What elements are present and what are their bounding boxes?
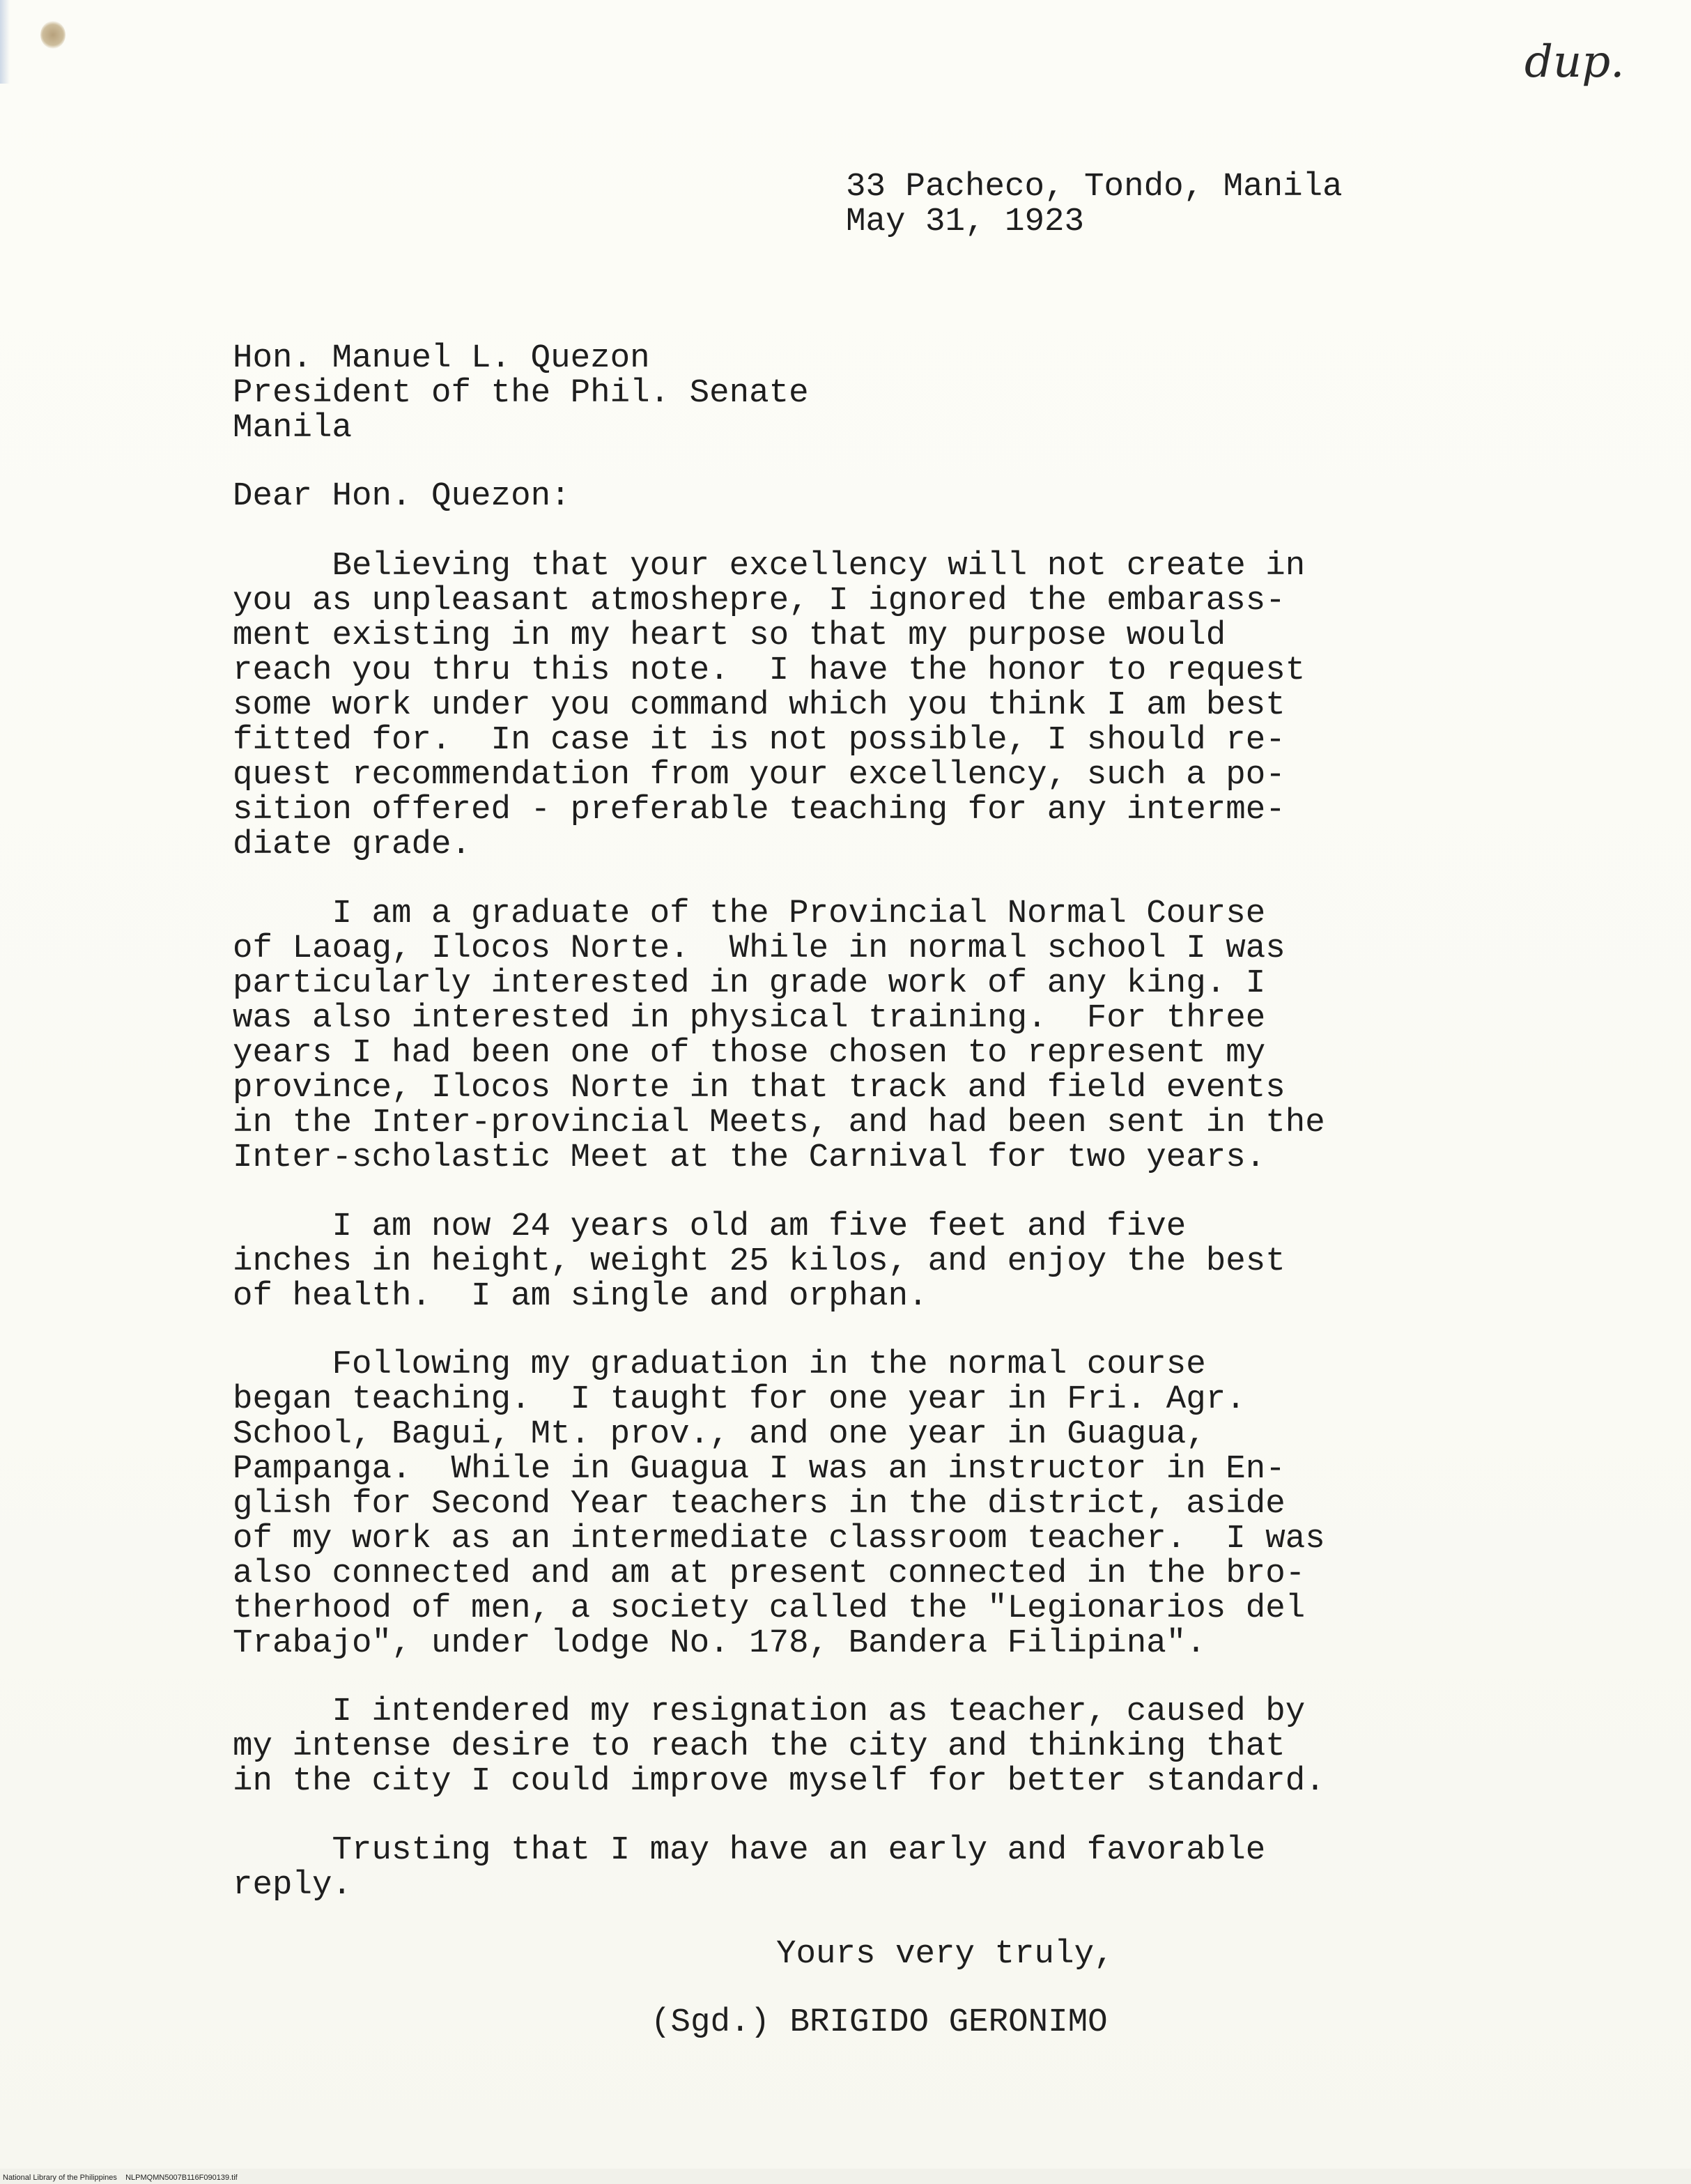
paper-stain (40, 21, 65, 49)
sender-address: 33 Pacheco, Tondo, Manila (846, 168, 1343, 206)
body-line: fitted for. In case it is not possible, I should re- (233, 721, 1285, 759)
left-edge-shadow (0, 0, 10, 84)
body-line: of Laoag, Ilocos Norte. While in normal school I was (233, 930, 1285, 967)
body-line: I intendered my resignation as teacher, caused by (233, 1693, 1306, 1730)
body-line: some work under you command which you think I am best (233, 686, 1285, 724)
letter-date: May 31, 1923 (846, 203, 1085, 240)
body-line: you as unpleasant atmoshepre, I ignored the embarass- (233, 582, 1285, 620)
recipient-name: Hon. Manuel L. Quezon (233, 339, 650, 377)
scan-footer-note: National Library of the Philippines NLPMQMN5007B116F090139.tif (3, 2174, 238, 2182)
body-line: Trabajo", under lodge No. 178, Bandera Filipina". (233, 1624, 1206, 1662)
body-line: inches in height, weight 25 kilos, and enjoy the best (233, 1243, 1285, 1280)
body-line: Inter-scholastic Meet at the Carnival for two years. (233, 1139, 1266, 1176)
scan-footer-strip (0, 2169, 1691, 2184)
body-line: Following my graduation in the normal course (233, 1346, 1206, 1383)
body-line: reach you thru this note. I have the honor to request (233, 652, 1306, 689)
signature: (Sgd.) BRIGIDO GERONIMO (651, 2004, 1108, 2041)
body-line: began teaching. I taught for one year in Fri. Agr. (233, 1381, 1246, 1418)
body-line: sition offered - preferable teaching for any interme- (233, 791, 1285, 829)
body-line: of health. I am single and orphan. (233, 1277, 928, 1315)
body-line: I am now 24 years old am five feet and five (233, 1208, 1187, 1245)
body-line: particularly interested in grade work of any king. I (233, 964, 1266, 1002)
salutation: Dear Hon. Quezon: (233, 477, 571, 515)
body-line: quest recommendation from your excellency, such a po- (233, 756, 1285, 794)
body-line: diate grade. (233, 826, 472, 863)
handwritten-note: dup. (1524, 36, 1625, 88)
body-line: School, Bagui, Mt. prov., and one year in Guagua, (233, 1415, 1206, 1453)
body-line: Believing that your excellency will not create in (233, 547, 1306, 585)
body-line: reply. (233, 1866, 353, 1904)
body-line: in the Inter-provincial Meets, and had been sent in the (233, 1104, 1325, 1141)
body-line: of my work as an intermediate classroom teacher. I was (233, 1520, 1325, 1558)
body-line: years I had been one of those chosen to represent my (233, 1034, 1266, 1072)
recipient-city: Manila (233, 409, 353, 447)
recipient-title: President of the Phil. Senate (233, 374, 809, 412)
body-line: also connected and am at present connected in the bro- (233, 1555, 1306, 1592)
closing: Yours very truly, (776, 1935, 1114, 1973)
body-line: was also interested in physical training. For three (233, 999, 1266, 1037)
body-line: therhood of men, a society called the "Legionarios del (233, 1590, 1306, 1627)
body-line: I am a graduate of the Provincial Normal Course (233, 895, 1266, 932)
body-line: ment existing in my heart so that my purpose would (233, 617, 1226, 654)
body-line: province, Ilocos Norte in that track and field events (233, 1069, 1285, 1107)
body-line: Pampanga. While in Guagua I was an instructor in En- (233, 1450, 1285, 1488)
body-line: Trusting that I may have an early and favorable (233, 1831, 1266, 1869)
body-line: in the city I could improve myself for better standard. (233, 1762, 1325, 1800)
body-line: glish for Second Year teachers in the district, aside (233, 1485, 1285, 1523)
body-line: my intense desire to reach the city and thinking that (233, 1728, 1285, 1765)
